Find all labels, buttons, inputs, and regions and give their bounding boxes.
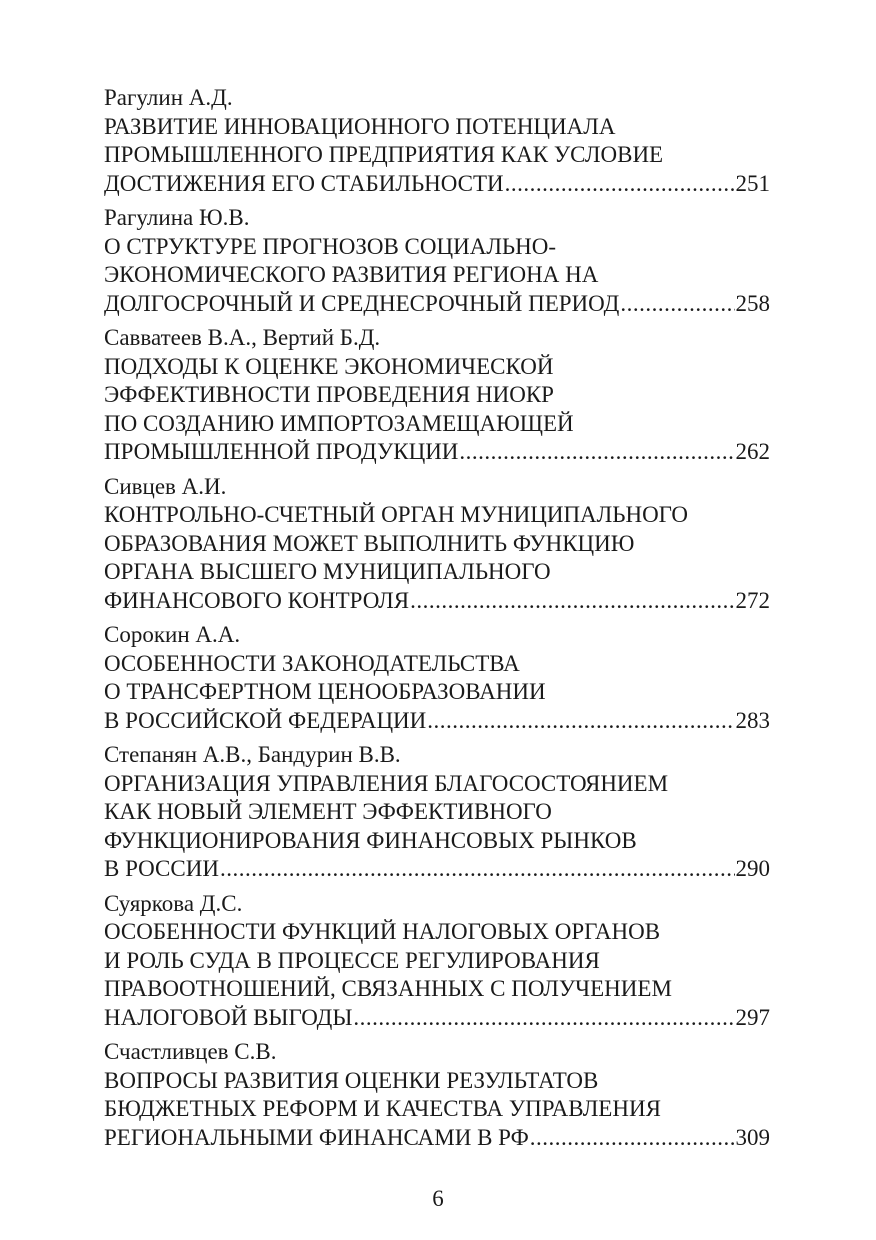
entry-title-line: ОБРАЗОВАНИЯ МОЖЕТ ВЫПОЛНИТЬ ФУНКЦИЮ xyxy=(104,530,635,556)
entry-last-line xyxy=(104,1124,770,1153)
entry-title-line: ПРАВООТНОШЕНИЙ, СВЯЗАННЫХ С ПОЛУЧЕНИЕМ xyxy=(104,976,672,1001)
dot-leader xyxy=(427,707,734,736)
entry-last-line xyxy=(104,438,770,467)
entry-title-tail: ДОЛГОСРОЧНЫЙ И СРЕДНЕСРОЧНЫЙ ПЕРИОД xyxy=(104,290,620,316)
entry-last-line xyxy=(104,587,770,616)
entry-last-line xyxy=(104,170,770,199)
entry-author: Суяркова Д.С. xyxy=(104,890,243,916)
entry-author: Савватеев В.А., Вертий Б.Д. xyxy=(104,325,381,350)
entry-title-tail: ДОСТИЖЕНИЯ ЕГО СТАБИЛЬНОСТИ xyxy=(104,170,504,196)
entry-title-line: ЭФФЕКТИВНОСТИ ПРОВЕДЕНИЯ НИОКР xyxy=(104,382,554,407)
toc-entry[interactable] xyxy=(104,890,770,1033)
entry-page-number[interactable]: 309 xyxy=(735,1124,770,1150)
entry-last-line xyxy=(104,707,770,736)
toc-entry[interactable] xyxy=(104,204,770,318)
entry-title-line: О ТРАНСФЕРТНОМ ЦЕНООБРАЗОВАНИИ xyxy=(104,679,546,704)
entry-title-tail: ПРОМЫШЛЕННОЙ ПРОДУКЦИИ xyxy=(104,439,459,464)
entry-last-line xyxy=(104,290,770,319)
entry-title-tail: НАЛОГОВОЙ ВЫГОДЫ xyxy=(104,1004,353,1030)
entry-author: Счастливцев С.В. xyxy=(104,1039,277,1064)
entry-page-number[interactable]: 262 xyxy=(735,439,770,464)
entry-title-tail: В РОССИИ xyxy=(104,856,219,881)
entry-title-line: ОСОБЕННОСТИ ЗАКОНОДАТЕЛЬСТВА xyxy=(104,650,520,676)
entry-page-number[interactable]: 283 xyxy=(735,707,770,733)
entry-title-tail: ФИНАНСОВОГО КОНТРОЛЯ xyxy=(104,587,410,613)
entry-page-number[interactable]: 272 xyxy=(735,587,770,613)
entry-title-line: РАЗВИТИЕ ИННОВАЦИОННОГО ПОТЕНЦИАЛА xyxy=(104,113,616,139)
entry-page-number[interactable]: 297 xyxy=(735,1004,770,1030)
dot-leader xyxy=(410,587,734,616)
toc-entry[interactable] xyxy=(104,84,770,198)
toc-entry[interactable] xyxy=(104,473,770,616)
entry-title-line: ПРОМЫШЛЕННОГО ПРЕДПРИЯТИЯ КАК УСЛОВИЕ xyxy=(104,142,664,167)
dot-leader xyxy=(220,855,735,884)
entry-title-tail: В РОССИЙСКОЙ ФЕДЕРАЦИИ xyxy=(104,707,427,733)
dot-leader xyxy=(530,1124,735,1153)
entry-title-line: ОСОБЕННОСТИ ФУНКЦИЙ НАЛОГОВЫХ ОРГАНОВ xyxy=(104,919,661,944)
entry-title-line: ПОДХОДЫ К ОЦЕНКЕ ЭКОНОМИЧЕСКОЙ xyxy=(104,353,554,379)
dot-leader xyxy=(459,438,734,467)
entry-author: Сивцев А.И. xyxy=(104,473,227,499)
toc-entry[interactable] xyxy=(104,741,770,884)
entry-last-line xyxy=(104,855,770,884)
entry-title-line: ПО СОЗДАНИЮ ИМПОРТОЗАМЕЩАЮЩЕЙ xyxy=(104,410,574,436)
entry-title-tail: РЕГИОНАЛЬНЫМИ ФИНАНСАМИ В РФ xyxy=(104,1124,529,1150)
entry-author: Степанян А.В., Бандурин В.В. xyxy=(104,742,401,767)
dot-leader xyxy=(505,170,735,199)
toc-entry[interactable] xyxy=(104,621,770,735)
toc-entry[interactable] xyxy=(104,1038,770,1152)
entry-title-line: КОНТРОЛЬНО-СЧЕТНЫЙ ОРГАН МУНИЦИПАЛЬНОГО xyxy=(104,502,689,527)
entry-last-line xyxy=(104,1004,770,1033)
entry-title-line: ВОПРОСЫ РАЗВИТИЯ ОЦЕНКИ РЕЗУЛЬТАТОВ xyxy=(104,1067,599,1093)
entry-title-line: И РОЛЬ СУДА В ПРОЦЕССЕ РЕГУЛИРОВАНИЯ xyxy=(104,947,600,973)
toc-entry[interactable] xyxy=(104,324,770,467)
entry-title-line: ОРГАНА ВЫСШЕГО МУНИЦИПАЛЬНОГО xyxy=(104,559,551,584)
entry-title-line: О СТРУКТУРЕ ПРОГНОЗОВ СОЦИАЛЬНО- xyxy=(104,233,557,259)
entry-author: Сорокин А.А. xyxy=(104,622,241,647)
entry-author: Рагулин А.Д. xyxy=(104,85,233,110)
entry-title-line: ОРГАНИЗАЦИЯ УПРАВЛЕНИЯ БЛАГОСОСТОЯНИЕМ xyxy=(104,770,669,796)
dot-leader xyxy=(353,1004,734,1033)
entry-page-number[interactable]: 258 xyxy=(735,290,770,316)
entry-page-number[interactable]: 251 xyxy=(735,170,770,196)
page-number: 6 xyxy=(432,1186,444,1211)
dot-leader xyxy=(620,290,734,319)
entry-title-line: БЮДЖЕТНЫХ РЕФОРМ И КАЧЕСТВА УПРАВЛЕНИЯ xyxy=(104,1096,661,1121)
entry-title-line: КАК НОВЫЙ ЭЛЕМЕНТ ЭФФЕКТИВНОГО xyxy=(104,799,552,824)
table-of-contents xyxy=(104,84,770,1158)
entry-page-number[interactable]: 290 xyxy=(735,856,770,881)
entry-author: Рагулина Ю.В. xyxy=(104,205,250,230)
entry-title-line: ЭКОНОМИЧЕСКОГО РАЗВИТИЯ РЕГИОНА НА xyxy=(104,262,599,287)
entry-title-line: ФУНКЦИОНИРОВАНИЯ ФИНАНСОВЫХ РЫНКОВ xyxy=(104,827,637,853)
